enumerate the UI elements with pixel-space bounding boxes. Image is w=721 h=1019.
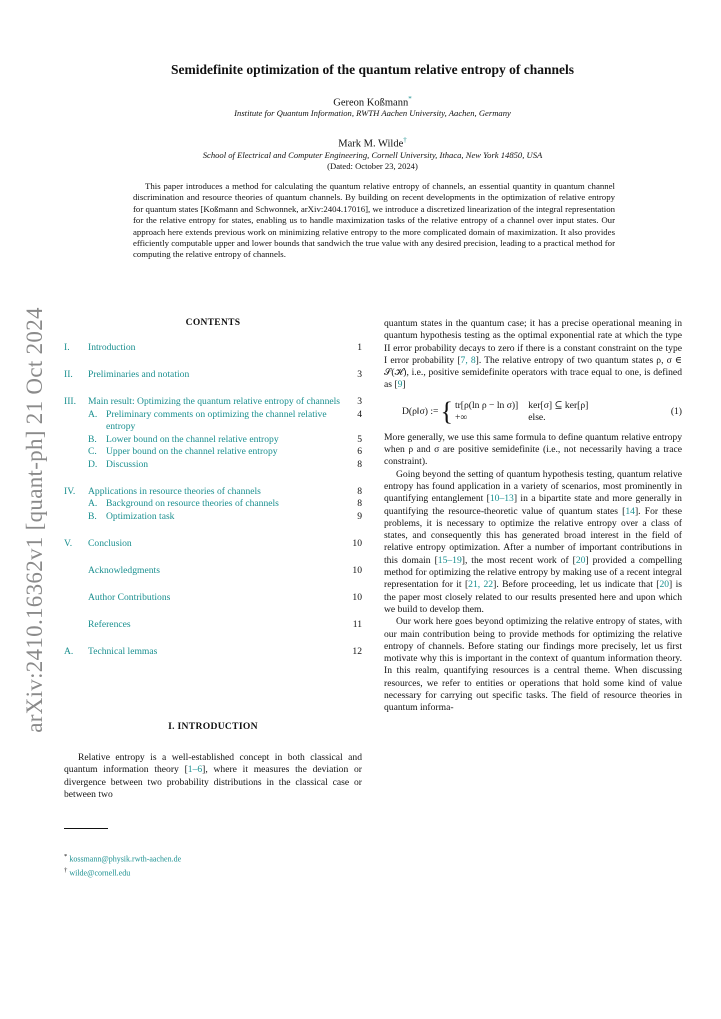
- toc-indent: [64, 446, 88, 459]
- toc-entry-number: V.: [64, 537, 73, 549]
- toc-subentry-title[interactable]: Discussion: [106, 458, 149, 470]
- toc-subentry-number: B.: [88, 510, 97, 522]
- toc-entry-number: III.: [64, 396, 76, 407]
- toc-subentry-page: 5: [357, 433, 362, 445]
- toc-subentry[interactable]: [64, 409, 362, 434]
- toc-subentry-body[interactable]: [88, 511, 344, 524]
- toc-subentry-number: A.: [88, 408, 98, 420]
- toc-entry-number: I.: [64, 342, 70, 353]
- toc-subentry-number: D.: [88, 458, 98, 470]
- citation-link[interactable]: 1–6: [187, 764, 203, 776]
- toc-subentry-page: 8: [357, 458, 362, 470]
- equation-lhs: D(ρ‖σ) :=: [402, 405, 439, 417]
- toc-subentry-page: 4: [357, 408, 362, 420]
- citation-link[interactable]: 15–19: [437, 554, 462, 566]
- footnote-1: [64, 851, 181, 865]
- toc-indent: [64, 434, 88, 447]
- toc-entry-number: [64, 592, 88, 605]
- citation-link[interactable]: 20: [575, 554, 586, 566]
- toc-subentry-title[interactable]: Lower bound on the channel relative entropy: [106, 433, 279, 445]
- toc-entry[interactable]: [64, 619, 362, 632]
- author-1-affiliation: Institute for Quantum Information, RWTH Aachen University, Aachen, Germany: [234, 108, 511, 118]
- toc-subentry-title[interactable]: Optimization task: [106, 510, 175, 522]
- toc-entry-number: A.: [64, 645, 74, 657]
- toc-entry[interactable]: [64, 538, 362, 551]
- toc-subentry-title[interactable]: Upper bound on the channel relative entropy: [106, 446, 278, 457]
- citation-link[interactable]: 21, 22: [468, 579, 494, 591]
- author-1-name: Gereon Koßmann: [333, 97, 409, 109]
- author-1: [90, 95, 655, 109]
- toc-subentry[interactable]: [64, 459, 362, 472]
- toc-subentry-number: A.: [88, 498, 98, 509]
- toc-entry-title[interactable]: Preliminaries and notation: [88, 369, 190, 380]
- right-para-2: More generally, we use this same formula to define quantum relative entropy when ρ and σ are positive semidefinite (i.e., not necessarily having a trace constraint).: [384, 431, 682, 468]
- citation-link[interactable]: 9: [397, 379, 403, 391]
- toc-entry-page: 10: [352, 537, 362, 549]
- toc-entry[interactable]: [64, 646, 362, 659]
- arxiv-identifier-stamp: [20, 307, 50, 733]
- right-para-1: quantum states in the quantum case; it has a precise operational meaning in quantum hypothesis testing as the optimal exponential rate at which the type II error probability decays to zero if there is a constant constraint on the type I error probability [7, 8]. The relative entropy of two quantum states ρ, σ ∈ 𝒮(ℋ), i.e., positive semidefinite operators with trace equal to one, is defined as [9]: [384, 318, 682, 391]
- toc-subentry-page: 8: [357, 498, 362, 509]
- arxiv-stamp-text: arXiv:2410.16362v1 [quant-ph] 21 Oct 2024: [22, 307, 47, 733]
- toc-subentry-page: 6: [357, 446, 362, 457]
- equation-cases: [455, 400, 588, 424]
- author-2-affiliation: School of Electrical and Computer Engineering, Cornell University, Ithaca, New York 14850, USA: [202, 150, 543, 160]
- footnotes: [64, 851, 181, 878]
- toc-subentry-body[interactable]: [88, 498, 344, 511]
- toc-subentry-body[interactable]: [88, 434, 344, 447]
- right-column-body: [384, 318, 682, 715]
- toc-entry-page: 3: [357, 396, 362, 407]
- footnote-2: [64, 865, 181, 879]
- footnote-rule: [64, 828, 108, 829]
- author-2-name: Mark M. Wilde: [338, 138, 404, 150]
- toc-subentry-body[interactable]: [88, 459, 344, 472]
- toc-entry[interactable]: [64, 396, 362, 409]
- toc-subentry-number: C.: [88, 446, 97, 457]
- toc-subentry[interactable]: [64, 446, 362, 459]
- paper-title: Semidefinite optimization of the quantum relative entropy of channels: [171, 62, 574, 77]
- right-para-3: Going beyond the setting of quantum hypothesis testing, quantum relative entropy has found application in a variety of scenarios, most prominently in quantifying entanglement [10–13] in a bipartite state and more generally in quantifying the resource-theoretic value of quantum states [14]. For these problems, it is necessary to optimize the relative entropy over a class of states, and consequently this has generated broad interest in the field of relative entropy optimization. After a number of important contributions in this domain [15–19], the most recent work of [20] provided a compelling method for optimizing the relative entropy by making use of a recent integral representation for it [21, 22]. Before proceeding, let us indicate that [20] is the paper most closely related to our results presented here and upon which we build to develop them.: [384, 468, 682, 615]
- footnote-1-email-link[interactable]: kossmann@physik.rwth-aachen.de: [69, 854, 182, 864]
- toc-subentry-body[interactable]: [88, 446, 344, 459]
- table-of-contents: [64, 318, 362, 673]
- toc-entry-page: 10: [352, 591, 362, 603]
- section-heading-introduction: I. INTRODUCTION: [168, 721, 258, 732]
- toc-entry-number: II.: [64, 369, 73, 380]
- toc-entry-page: 1: [357, 342, 362, 353]
- citation-link[interactable]: 7, 8: [460, 354, 476, 366]
- toc-indent: [64, 409, 88, 434]
- toc-indent: [64, 459, 88, 472]
- abstract: This paper introduces a method for calculating the quantum relative entropy of channels, an essential quantity in quantum channel discrimination and resource theories of quantum channels. By building on recent developments in the optimization of relative entropy for quantum states [Koßmann and Schwonnek, arXiv:2404.17016], we introduce a discretized linearization of the integral representation for the relative entropy for states, enabling us to handle maximization tasks of the relative entropy of a channel over input states. Our approach here extends previous work on minimizing relative entropy to the more complicated domain of maximization. It also provides efficiently computable upper and lower bounds that sandwich the true value with any desired precision, leading to a practical method for computing the relative entropy of channels.: [133, 181, 615, 260]
- citation-link[interactable]: 10–13: [489, 493, 514, 505]
- toc-entry[interactable]: [64, 342, 362, 355]
- toc-entry-title[interactable]: Main result: Optimizing the quantum relative entropy of channels: [88, 396, 341, 407]
- equation-case-2-cond: else.: [528, 411, 546, 423]
- toc-indent: [64, 498, 88, 511]
- author-1-footnote-mark[interactable]: *: [408, 95, 412, 103]
- equation-number: (1): [670, 405, 682, 417]
- toc-entry-title[interactable]: Author Contributions: [88, 591, 171, 603]
- toc-entry-number: [64, 619, 88, 632]
- citation-link[interactable]: 20: [659, 579, 670, 591]
- toc-entry-title[interactable]: Acknowledgments: [88, 564, 160, 576]
- equation-1: [384, 396, 682, 426]
- toc-entry-title[interactable]: Introduction: [88, 342, 136, 353]
- toc-list: [64, 342, 362, 658]
- citation-link[interactable]: 14: [625, 505, 635, 517]
- toc-subentry-page: 9: [357, 510, 362, 522]
- toc-subentry[interactable]: [64, 498, 362, 511]
- toc-subentry[interactable]: [64, 511, 362, 524]
- toc-subentry-title[interactable]: Background on resource theories of channels: [106, 498, 279, 509]
- toc-subentry-body[interactable]: [88, 409, 344, 434]
- toc-entry-page: 10: [352, 564, 362, 576]
- toc-entry-title[interactable]: References: [88, 618, 131, 630]
- right-para-4: Our work here goes beyond optimizing the relative entropy of states, with our main contribution being to provide methods for optimizing the relative entropy of channels. Before stating our findings more precisely, let us first motivate why this is important in the context of quantum information theory. In this realm, quantifying resources is a central theme. When discussing resources, we refer to entities or operations that hold some kind of value necessary for carrying out specific tasks. The field of resource theories in quantum informa-: [384, 616, 682, 714]
- equation-case-1-expr: tr[ρ(ln ρ − ln σ)]: [454, 399, 519, 411]
- toc-indent: [64, 511, 88, 524]
- footnote-2-mark: †: [64, 866, 68, 874]
- dated-line: (Dated: October 23, 2024): [327, 161, 418, 171]
- footnote-2-email-link[interactable]: wilde@cornell.edu: [69, 868, 131, 878]
- toc-entry[interactable]: [64, 565, 362, 578]
- toc-entry-page: 12: [352, 645, 362, 657]
- toc-subentry[interactable]: [64, 434, 362, 447]
- author-2: [90, 136, 655, 150]
- equation-case-1-cond: ker[σ] ⊆ ker[ρ]: [528, 399, 589, 411]
- toc-entry-number: [64, 565, 88, 578]
- toc-entry[interactable]: [64, 486, 362, 499]
- author-2-footnote-mark[interactable]: †: [403, 136, 407, 144]
- intro-paragraph: Relative entropy is a well-established concept in both classical and quantum information theory [1–6], where it measures the deviation or divergence between two probability distributions in the classical case or between two: [64, 752, 362, 800]
- toc-entry-title[interactable]: Technical lemmas: [88, 645, 158, 657]
- toc-entry-title[interactable]: Conclusion: [88, 537, 132, 549]
- toc-entry-page: 8: [357, 485, 362, 497]
- footnote-1-mark: *: [64, 853, 68, 860]
- toc-entry-title[interactable]: Applications in resource theories of channels: [88, 485, 261, 497]
- toc-entry-page: 3: [357, 369, 362, 380]
- toc-heading: CONTENTS: [185, 318, 241, 328]
- equation-body: [402, 396, 589, 426]
- toc-entry-number: IV.: [64, 485, 76, 497]
- toc-entry-page: 11: [352, 618, 362, 630]
- toc-subentry-title[interactable]: Preliminary comments on optimizing the channel relative entropy: [106, 408, 327, 432]
- equation-case-2-expr: +∞: [454, 411, 468, 423]
- toc-entry[interactable]: [64, 369, 362, 382]
- toc-entry[interactable]: [64, 592, 362, 605]
- equation-brace: {: [440, 396, 453, 426]
- toc-subentry-number: B.: [88, 433, 97, 445]
